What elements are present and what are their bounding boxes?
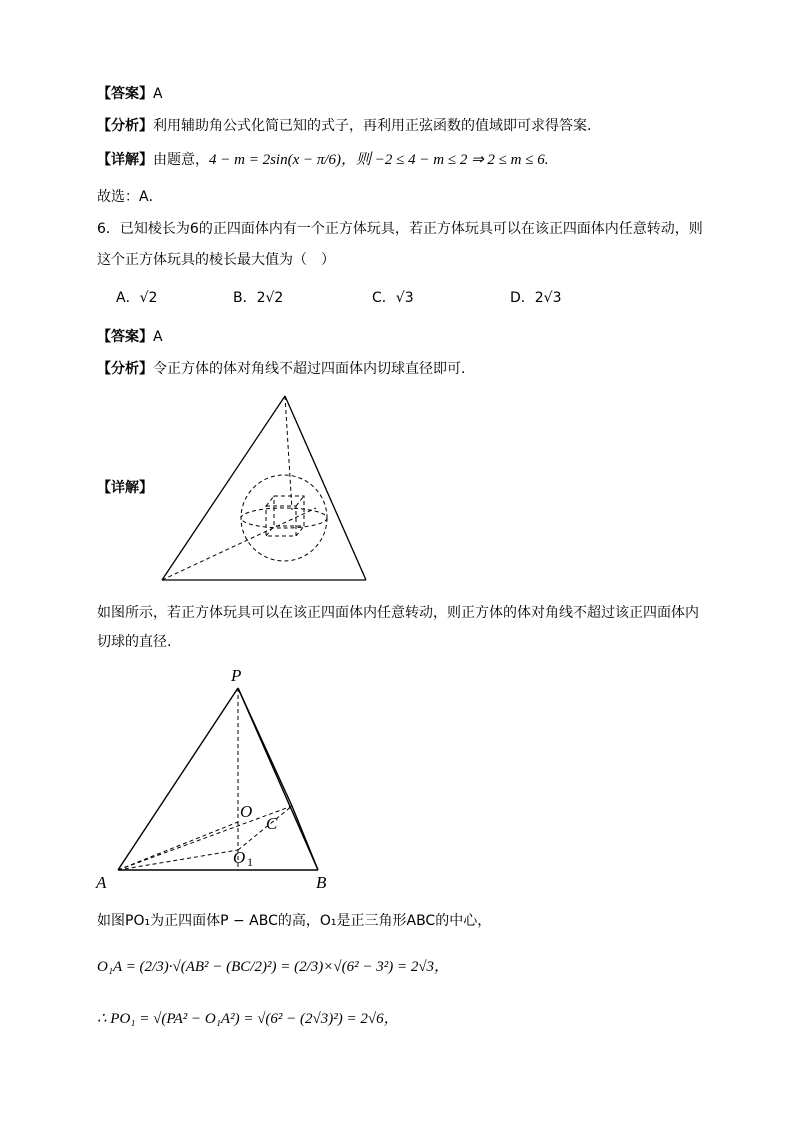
detail-tag: 【详解】 [97, 480, 153, 496]
detail-2 [97, 478, 153, 498]
question-line-2: 这个正方体玩具的棱长最大值为（ ） [97, 252, 335, 268]
formula-2: ∴ PO₁ = √(PA² − O₁A²) = √(6² − (2√3)²) = 2√6， [97, 1011, 399, 1027]
option-c: C．√3 [372, 290, 414, 306]
analysis-text: 利用辅助角公式化简已知的式子，再利用正弦函数的值域即可求得答案. [153, 118, 592, 134]
analysis-1 [97, 116, 591, 136]
analysis-tag: 【分析】 [97, 118, 153, 134]
label-a: A [96, 873, 107, 892]
label-p: P [231, 666, 242, 685]
analysis-text: 令正方体的体对角线不超过四面体内切球直径即可. [153, 361, 466, 377]
analysis-tag: 【分析】 [97, 361, 153, 377]
choose-line: 故选：A． [97, 189, 163, 205]
label-c: C [266, 814, 278, 833]
answer-value: A [153, 329, 163, 345]
option-b: B．2√2 [233, 290, 284, 306]
answer-1 [97, 84, 163, 104]
explain-line-2: 切球的直径. [97, 634, 172, 650]
detail-prefix: 由题意， [153, 152, 209, 168]
detail-1 [97, 150, 548, 170]
answer-tag: 【答案】 [97, 329, 153, 345]
option-d: D．2√3 [510, 290, 562, 306]
detail-tag: 【详解】 [97, 152, 153, 168]
label-b: B [316, 873, 327, 892]
label-o1-sub: 1 [247, 855, 253, 869]
answer-tag: 【答案】 [97, 86, 153, 102]
height-line: 如图PO₁为正四面体P − ABC的高，O₁是正三角形ABC的中心， [97, 913, 492, 929]
answer-value: A [153, 86, 163, 102]
detail-equation: 4 − m = 2sin(x − π/6)，则 −2 ≤ 4 − m ≤ 2 ⇒ 2 ≤ m ≤ 6. [209, 152, 549, 168]
formula-1: O₁A = (2/3)·√(AB² − (BC/2)²) = (2/3)×√(6² − 3²) = 2√3， [97, 959, 450, 975]
option-a: A．√2 [116, 290, 158, 306]
explain-line-1: 如图所示，若正方体玩具可以在该正四面体内任意转动，则正方体的体对角线不超过该正四面体内 [97, 605, 699, 621]
label-o: O [240, 802, 253, 821]
analysis-2 [97, 359, 465, 379]
answer-2 [97, 327, 163, 347]
label-o1: O [233, 848, 246, 867]
question-line-1: 6．已知棱长为6的正四面体内有一个正方体玩具，若正方体玩具可以在该正四面体内任意转动，则 [97, 221, 703, 237]
